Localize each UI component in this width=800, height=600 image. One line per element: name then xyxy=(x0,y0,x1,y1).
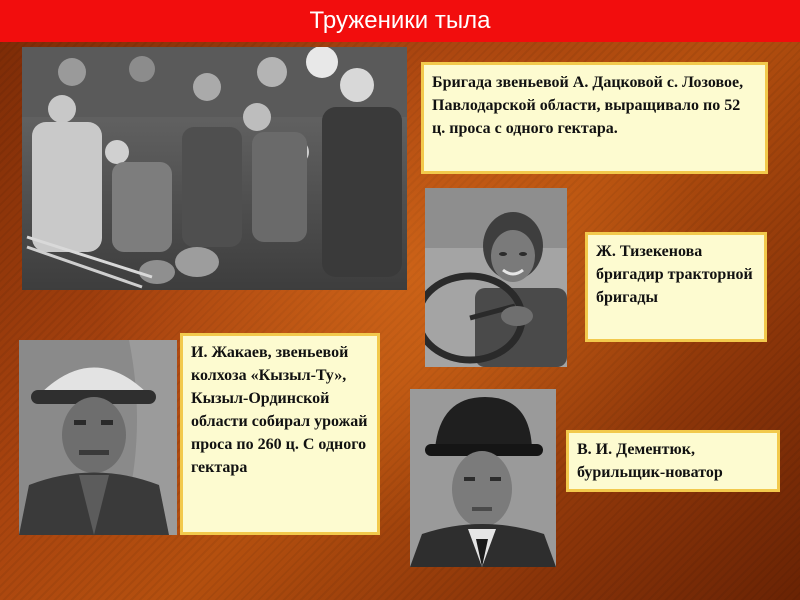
slide-title: Труженики тыла xyxy=(309,7,491,34)
brigade-group-photo xyxy=(22,47,407,290)
zhakaev-portrait-image xyxy=(19,340,177,535)
dementyuk-portrait-photo xyxy=(410,389,556,567)
zhakaev-portrait-photo xyxy=(19,340,177,535)
zhakaev-caption xyxy=(180,333,380,535)
brigade-caption-text: Бригада звеньевой А. Дацковой с. Лозовое, Павлодарской области, выращивало по 52 ц. проса с одного гектара. xyxy=(432,74,744,137)
brigade-caption xyxy=(421,62,768,174)
tizekenova-portrait-photo xyxy=(425,188,567,367)
dementyuk-portrait-image xyxy=(410,389,556,567)
dementyuk-caption-text: В. И. Дементюк, бурильщик-новатор xyxy=(577,441,723,481)
tizekenova-caption xyxy=(585,232,767,342)
dementyuk-caption xyxy=(566,430,780,492)
tizekenova-portrait-image xyxy=(425,188,567,367)
tizekenova-caption-text: Ж. Тизекенова бригадир тракторной бригады xyxy=(596,243,753,306)
title-bar xyxy=(0,0,800,42)
zhakaev-caption-text: И. Жакаев, звеньевой колхоза «Кызыл-Ту», Кызыл-Ординской области собирал урожай проса по 260 ц. С одного гектара xyxy=(191,344,368,476)
brigade-group-image xyxy=(22,47,407,290)
